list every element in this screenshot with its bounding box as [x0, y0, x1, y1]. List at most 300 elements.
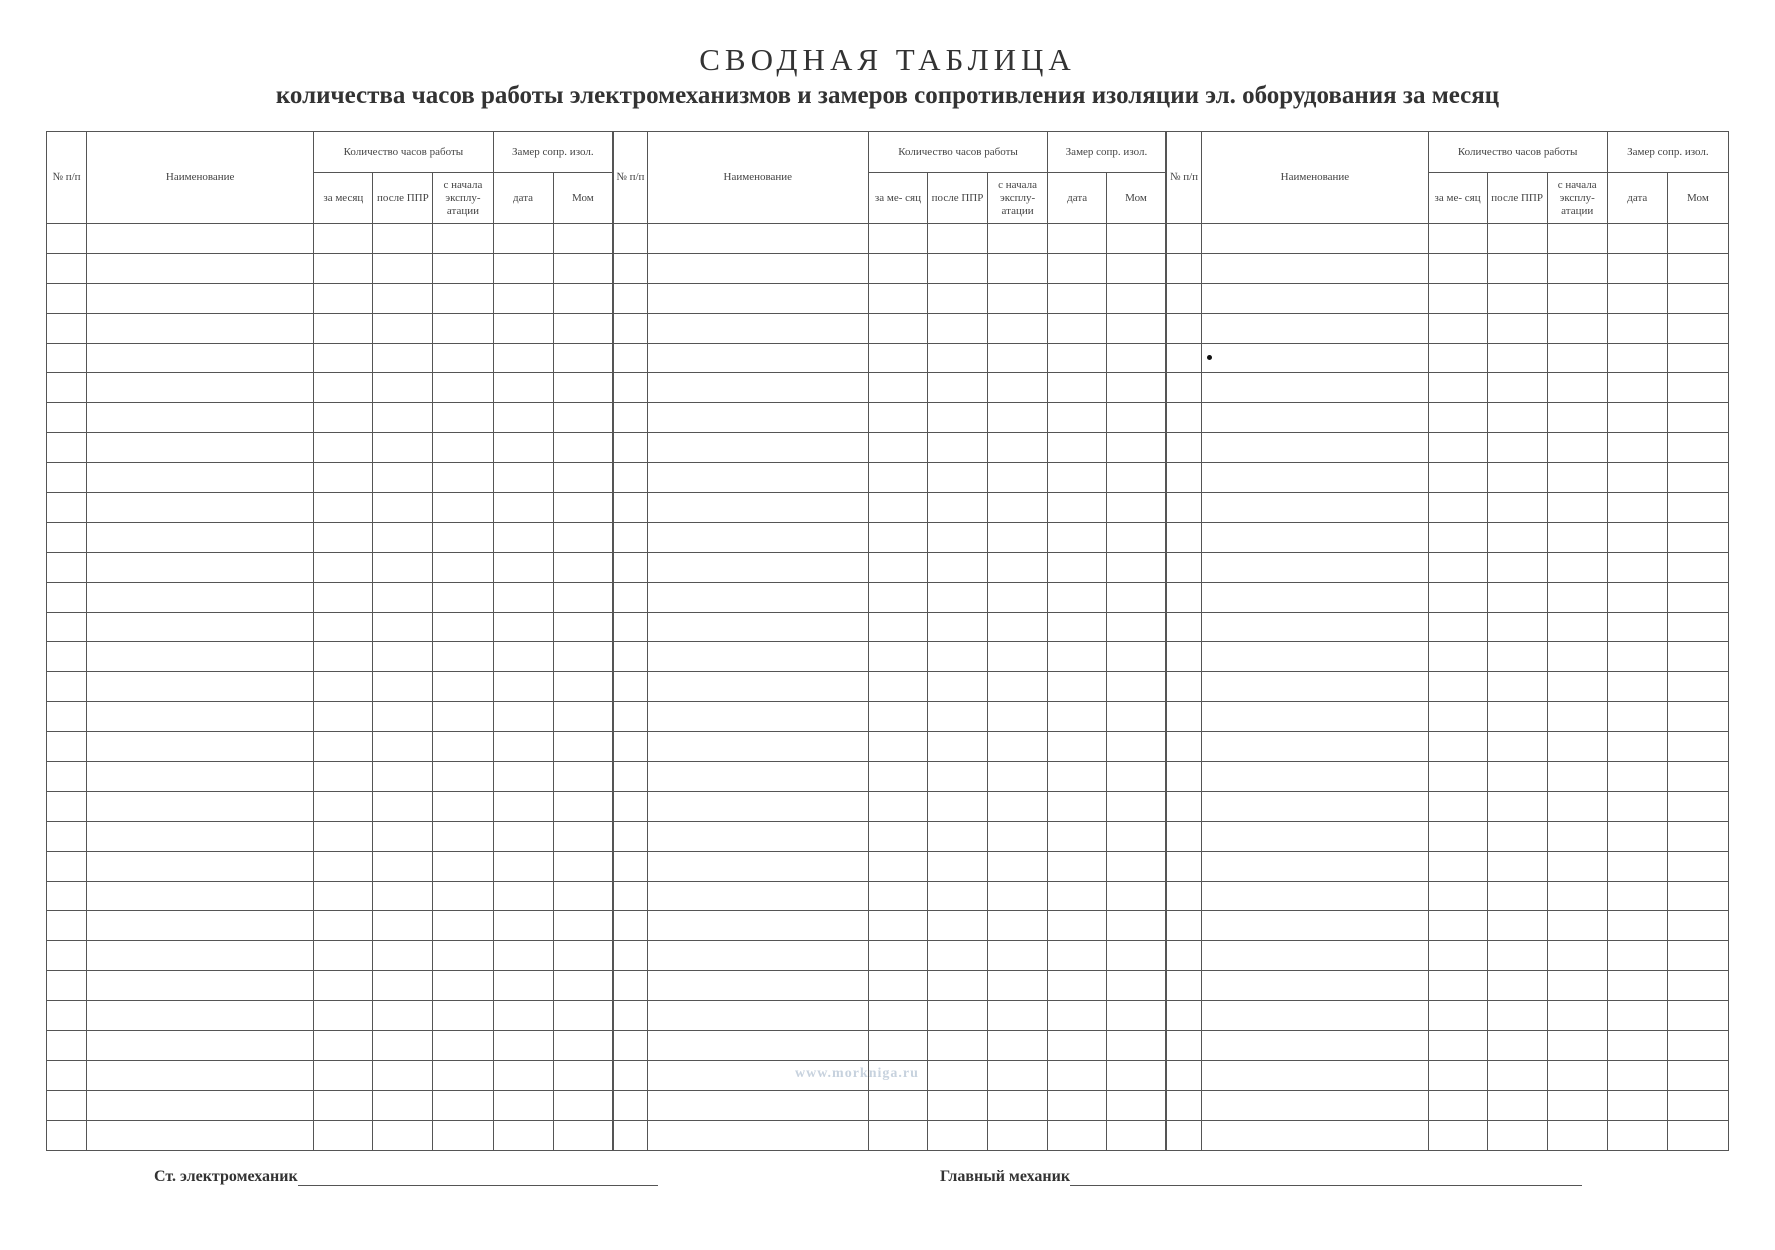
table-cell[interactable]: [647, 283, 868, 313]
table-cell[interactable]: [373, 403, 433, 433]
table-cell[interactable]: [868, 821, 927, 851]
table-cell[interactable]: [1428, 552, 1487, 582]
table-cell[interactable]: [1166, 672, 1202, 702]
table-cell[interactable]: [373, 433, 433, 463]
table-cell[interactable]: [927, 1120, 987, 1150]
table-cell[interactable]: [1107, 791, 1166, 821]
table-cell[interactable]: [87, 702, 314, 732]
table-cell[interactable]: [314, 1031, 373, 1061]
table-cell[interactable]: [493, 1031, 553, 1061]
table-cell[interactable]: [314, 283, 373, 313]
table-cell[interactable]: [1107, 493, 1166, 523]
table-cell[interactable]: [1547, 373, 1607, 403]
table-cell[interactable]: [1048, 1060, 1107, 1090]
table-cell[interactable]: [1428, 224, 1487, 254]
table-cell[interactable]: [1107, 403, 1166, 433]
table-cell[interactable]: [1107, 373, 1166, 403]
table-cell[interactable]: [47, 433, 87, 463]
table-cell[interactable]: [314, 403, 373, 433]
table-cell[interactable]: [1607, 493, 1667, 523]
table-cell[interactable]: [373, 373, 433, 403]
table-cell[interactable]: [1428, 851, 1487, 881]
table-cell[interactable]: [314, 881, 373, 911]
table-cell[interactable]: [87, 642, 314, 672]
table-cell[interactable]: [1607, 702, 1667, 732]
table-cell[interactable]: [1667, 283, 1728, 313]
table-cell[interactable]: [647, 851, 868, 881]
table-cell[interactable]: [1547, 642, 1607, 672]
table-cell[interactable]: [1428, 373, 1487, 403]
table-cell[interactable]: [87, 1090, 314, 1120]
table-cell[interactable]: [1487, 1031, 1547, 1061]
table-cell[interactable]: [87, 493, 314, 523]
table-cell[interactable]: [1547, 253, 1607, 283]
table-cell[interactable]: [47, 373, 87, 403]
table-cell[interactable]: [1607, 463, 1667, 493]
table-cell[interactable]: [1547, 403, 1607, 433]
table-cell[interactable]: [1166, 582, 1202, 612]
table-cell[interactable]: [927, 582, 987, 612]
table-cell[interactable]: [1487, 1060, 1547, 1090]
table-cell[interactable]: [1202, 283, 1428, 313]
table-cell[interactable]: [1487, 941, 1547, 971]
table-cell[interactable]: [493, 762, 553, 792]
table-cell[interactable]: [647, 732, 868, 762]
table-cell[interactable]: [1487, 1120, 1547, 1150]
table-cell[interactable]: [433, 1120, 493, 1150]
table-cell[interactable]: [433, 642, 493, 672]
table-cell[interactable]: [433, 522, 493, 552]
table-cell[interactable]: [613, 313, 647, 343]
table-cell[interactable]: [1048, 433, 1107, 463]
table-cell[interactable]: [1487, 582, 1547, 612]
table-cell[interactable]: [1107, 821, 1166, 851]
table-cell[interactable]: [988, 552, 1048, 582]
table-cell[interactable]: [927, 403, 987, 433]
table-cell[interactable]: [433, 821, 493, 851]
table-cell[interactable]: [553, 224, 613, 254]
table-cell[interactable]: [314, 791, 373, 821]
table-cell[interactable]: [553, 732, 613, 762]
table-cell[interactable]: [1166, 433, 1202, 463]
table-cell[interactable]: [314, 642, 373, 672]
table-cell[interactable]: [1547, 522, 1607, 552]
table-cell[interactable]: [1048, 762, 1107, 792]
table-cell[interactable]: [433, 493, 493, 523]
table-cell[interactable]: [647, 582, 868, 612]
table-cell[interactable]: [1607, 672, 1667, 702]
table-cell[interactable]: [1202, 493, 1428, 523]
table-cell[interactable]: [1048, 1090, 1107, 1120]
table-cell[interactable]: [433, 343, 493, 373]
table-cell[interactable]: [1667, 522, 1728, 552]
table-cell[interactable]: [988, 433, 1048, 463]
table-cell[interactable]: [1166, 642, 1202, 672]
table-cell[interactable]: [613, 343, 647, 373]
table-cell[interactable]: [647, 373, 868, 403]
table-cell[interactable]: [493, 433, 553, 463]
table-cell[interactable]: [314, 672, 373, 702]
table-cell[interactable]: [1202, 762, 1428, 792]
table-cell[interactable]: [988, 313, 1048, 343]
table-cell[interactable]: [433, 881, 493, 911]
table-cell[interactable]: [493, 493, 553, 523]
table-cell[interactable]: [613, 224, 647, 254]
table-cell[interactable]: [1667, 971, 1728, 1001]
table-cell[interactable]: [373, 791, 433, 821]
table-cell[interactable]: [1107, 522, 1166, 552]
table-cell[interactable]: [1107, 313, 1166, 343]
table-cell[interactable]: [927, 612, 987, 642]
table-cell[interactable]: [647, 672, 868, 702]
table-cell[interactable]: [553, 1060, 613, 1090]
table-cell[interactable]: [1428, 522, 1487, 552]
table-cell[interactable]: [647, 1090, 868, 1120]
table-cell[interactable]: [47, 1120, 87, 1150]
table-cell[interactable]: [47, 1031, 87, 1061]
table-cell[interactable]: [1487, 672, 1547, 702]
table-cell[interactable]: [493, 642, 553, 672]
table-cell[interactable]: [314, 941, 373, 971]
table-cell[interactable]: [1607, 1090, 1667, 1120]
table-cell[interactable]: [1487, 522, 1547, 552]
table-cell[interactable]: [1202, 672, 1428, 702]
table-cell[interactable]: [1202, 253, 1428, 283]
table-cell[interactable]: [1166, 762, 1202, 792]
table-cell[interactable]: [868, 732, 927, 762]
table-cell[interactable]: [1202, 343, 1428, 373]
table-cell[interactable]: [1048, 672, 1107, 702]
table-cell[interactable]: [647, 702, 868, 732]
table-cell[interactable]: [647, 612, 868, 642]
table-cell[interactable]: [1607, 1060, 1667, 1090]
table-cell[interactable]: [647, 762, 868, 792]
table-cell[interactable]: [87, 1001, 314, 1031]
table-cell[interactable]: [1166, 522, 1202, 552]
table-cell[interactable]: [647, 224, 868, 254]
table-cell[interactable]: [1202, 702, 1428, 732]
table-cell[interactable]: [314, 1060, 373, 1090]
table-cell[interactable]: [1607, 881, 1667, 911]
table-cell[interactable]: [988, 373, 1048, 403]
table-cell[interactable]: [1547, 762, 1607, 792]
table-cell[interactable]: [314, 463, 373, 493]
table-cell[interactable]: [433, 373, 493, 403]
table-cell[interactable]: [373, 582, 433, 612]
table-cell[interactable]: [1667, 552, 1728, 582]
table-cell[interactable]: [1107, 732, 1166, 762]
table-cell[interactable]: [868, 971, 927, 1001]
table-cell[interactable]: [47, 762, 87, 792]
table-cell[interactable]: [1202, 403, 1428, 433]
table-cell[interactable]: [553, 343, 613, 373]
table-cell[interactable]: [47, 343, 87, 373]
table-cell[interactable]: [868, 702, 927, 732]
table-cell[interactable]: [647, 552, 868, 582]
table-cell[interactable]: [613, 283, 647, 313]
table-cell[interactable]: [47, 672, 87, 702]
table-cell[interactable]: [1487, 702, 1547, 732]
table-cell[interactable]: [493, 971, 553, 1001]
table-cell[interactable]: [927, 791, 987, 821]
table-cell[interactable]: [613, 941, 647, 971]
table-cell[interactable]: [988, 1001, 1048, 1031]
table-cell[interactable]: [433, 1060, 493, 1090]
table-cell[interactable]: [433, 702, 493, 732]
table-cell[interactable]: [553, 941, 613, 971]
table-cell[interactable]: [1202, 1001, 1428, 1031]
table-cell[interactable]: [1667, 253, 1728, 283]
table-cell[interactable]: [47, 1090, 87, 1120]
table-cell[interactable]: [613, 971, 647, 1001]
table-cell[interactable]: [1166, 463, 1202, 493]
table-cell[interactable]: [87, 672, 314, 702]
table-cell[interactable]: [927, 1001, 987, 1031]
table-cell[interactable]: [1607, 522, 1667, 552]
table-cell[interactable]: [1547, 433, 1607, 463]
table-cell[interactable]: [553, 911, 613, 941]
table-cell[interactable]: [87, 762, 314, 792]
table-cell[interactable]: [1048, 702, 1107, 732]
table-cell[interactable]: [553, 672, 613, 702]
table-cell[interactable]: [1487, 881, 1547, 911]
table-cell[interactable]: [47, 403, 87, 433]
table-cell[interactable]: [373, 1090, 433, 1120]
table-cell[interactable]: [1202, 313, 1428, 343]
table-cell[interactable]: [1547, 1090, 1607, 1120]
table-cell[interactable]: [433, 732, 493, 762]
table-cell[interactable]: [47, 1060, 87, 1090]
table-cell[interactable]: [647, 911, 868, 941]
table-cell[interactable]: [868, 1120, 927, 1150]
table-cell[interactable]: [87, 971, 314, 1001]
table-cell[interactable]: [1048, 881, 1107, 911]
table-cell[interactable]: [988, 821, 1048, 851]
table-cell[interactable]: [1487, 403, 1547, 433]
table-cell[interactable]: [1667, 732, 1728, 762]
table-cell[interactable]: [87, 941, 314, 971]
table-cell[interactable]: [1487, 851, 1547, 881]
table-cell[interactable]: [868, 791, 927, 821]
table-cell[interactable]: [373, 253, 433, 283]
table-cell[interactable]: [553, 821, 613, 851]
table-cell[interactable]: [1048, 612, 1107, 642]
table-cell[interactable]: [1202, 971, 1428, 1001]
table-cell[interactable]: [553, 851, 613, 881]
table-cell[interactable]: [1166, 373, 1202, 403]
table-cell[interactable]: [1048, 642, 1107, 672]
table-cell[interactable]: [1107, 224, 1166, 254]
table-cell[interactable]: [373, 224, 433, 254]
table-cell[interactable]: [1166, 732, 1202, 762]
table-cell[interactable]: [553, 463, 613, 493]
table-cell[interactable]: [1667, 582, 1728, 612]
table-cell[interactable]: [927, 642, 987, 672]
table-cell[interactable]: [613, 1090, 647, 1120]
table-cell[interactable]: [373, 851, 433, 881]
table-cell[interactable]: [1107, 552, 1166, 582]
table-cell[interactable]: [1547, 313, 1607, 343]
table-cell[interactable]: [373, 1031, 433, 1061]
table-cell[interactable]: [1487, 642, 1547, 672]
table-cell[interactable]: [647, 522, 868, 552]
table-cell[interactable]: [927, 762, 987, 792]
table-cell[interactable]: [1607, 403, 1667, 433]
table-cell[interactable]: [47, 1001, 87, 1031]
table-cell[interactable]: [1107, 253, 1166, 283]
table-cell[interactable]: [373, 522, 433, 552]
table-cell[interactable]: [1547, 971, 1607, 1001]
table-cell[interactable]: [1166, 851, 1202, 881]
table-cell[interactable]: [1166, 971, 1202, 1001]
table-cell[interactable]: [1667, 911, 1728, 941]
table-cell[interactable]: [1607, 732, 1667, 762]
table-cell[interactable]: [647, 433, 868, 463]
table-cell[interactable]: [314, 373, 373, 403]
table-cell[interactable]: [613, 582, 647, 612]
table-cell[interactable]: [1428, 253, 1487, 283]
table-cell[interactable]: [1048, 224, 1107, 254]
table-cell[interactable]: [1487, 791, 1547, 821]
table-cell[interactable]: [868, 522, 927, 552]
table-cell[interactable]: [493, 672, 553, 702]
table-cell[interactable]: [1166, 552, 1202, 582]
table-cell[interactable]: [373, 612, 433, 642]
table-cell[interactable]: [47, 463, 87, 493]
table-cell[interactable]: [553, 1031, 613, 1061]
table-cell[interactable]: [47, 253, 87, 283]
table-cell[interactable]: [373, 702, 433, 732]
table-cell[interactable]: [868, 1031, 927, 1061]
table-cell[interactable]: [373, 762, 433, 792]
table-cell[interactable]: [1202, 851, 1428, 881]
table-cell[interactable]: [1048, 253, 1107, 283]
table-cell[interactable]: [613, 1001, 647, 1031]
table-cell[interactable]: [1107, 971, 1166, 1001]
table-cell[interactable]: [47, 552, 87, 582]
table-cell[interactable]: [927, 283, 987, 313]
table-cell[interactable]: [1667, 612, 1728, 642]
table-cell[interactable]: [927, 881, 987, 911]
table-cell[interactable]: [613, 1031, 647, 1061]
table-cell[interactable]: [47, 582, 87, 612]
table-cell[interactable]: [1547, 732, 1607, 762]
table-cell[interactable]: [87, 552, 314, 582]
table-cell[interactable]: [553, 283, 613, 313]
table-cell[interactable]: [1107, 1001, 1166, 1031]
table-cell[interactable]: [868, 672, 927, 702]
table-cell[interactable]: [553, 552, 613, 582]
table-cell[interactable]: [1547, 1120, 1607, 1150]
table-cell[interactable]: [1607, 851, 1667, 881]
table-cell[interactable]: [868, 941, 927, 971]
table-cell[interactable]: [868, 283, 927, 313]
table-cell[interactable]: [373, 642, 433, 672]
table-cell[interactable]: [433, 1001, 493, 1031]
table-cell[interactable]: [868, 343, 927, 373]
table-cell[interactable]: [647, 493, 868, 523]
table-cell[interactable]: [493, 1090, 553, 1120]
table-cell[interactable]: [314, 821, 373, 851]
table-cell[interactable]: [493, 1001, 553, 1031]
table-cell[interactable]: [1547, 612, 1607, 642]
table-cell[interactable]: [1487, 1090, 1547, 1120]
table-cell[interactable]: [647, 1001, 868, 1031]
table-cell[interactable]: [493, 791, 553, 821]
table-cell[interactable]: [927, 971, 987, 1001]
table-cell[interactable]: [1607, 1120, 1667, 1150]
table-cell[interactable]: [553, 702, 613, 732]
table-cell[interactable]: [1107, 702, 1166, 732]
table-cell[interactable]: [47, 851, 87, 881]
table-cell[interactable]: [314, 971, 373, 1001]
table-cell[interactable]: [87, 582, 314, 612]
table-cell[interactable]: [433, 911, 493, 941]
table-cell[interactable]: [1202, 881, 1428, 911]
table-cell[interactable]: [433, 313, 493, 343]
table-cell[interactable]: [1428, 1060, 1487, 1090]
table-cell[interactable]: [1048, 1001, 1107, 1031]
table-cell[interactable]: [868, 612, 927, 642]
table-cell[interactable]: [1428, 702, 1487, 732]
table-cell[interactable]: [493, 313, 553, 343]
table-cell[interactable]: [613, 1120, 647, 1150]
table-cell[interactable]: [373, 1001, 433, 1031]
table-cell[interactable]: [373, 971, 433, 1001]
table-cell[interactable]: [47, 732, 87, 762]
table-cell[interactable]: [613, 1060, 647, 1090]
table-cell[interactable]: [1487, 373, 1547, 403]
table-cell[interactable]: [1202, 1031, 1428, 1061]
table-cell[interactable]: [553, 762, 613, 792]
table-cell[interactable]: [1428, 732, 1487, 762]
table-cell[interactable]: [493, 1120, 553, 1150]
table-cell[interactable]: [927, 522, 987, 552]
table-cell[interactable]: [1202, 612, 1428, 642]
table-cell[interactable]: [1202, 552, 1428, 582]
table-cell[interactable]: [1667, 433, 1728, 463]
table-cell[interactable]: [1048, 313, 1107, 343]
table-cell[interactable]: [647, 1031, 868, 1061]
table-cell[interactable]: [87, 313, 314, 343]
table-cell[interactable]: [1048, 493, 1107, 523]
table-cell[interactable]: [1202, 373, 1428, 403]
table-cell[interactable]: [314, 911, 373, 941]
table-cell[interactable]: [988, 791, 1048, 821]
table-cell[interactable]: [1202, 941, 1428, 971]
table-cell[interactable]: [988, 702, 1048, 732]
table-cell[interactable]: [553, 522, 613, 552]
table-cell[interactable]: [433, 582, 493, 612]
table-cell[interactable]: [1607, 253, 1667, 283]
table-cell[interactable]: [988, 224, 1048, 254]
table-cell[interactable]: [1048, 1031, 1107, 1061]
table-cell[interactable]: [87, 253, 314, 283]
table-cell[interactable]: [373, 552, 433, 582]
table-cell[interactable]: [1487, 762, 1547, 792]
table-cell[interactable]: [87, 1120, 314, 1150]
table-cell[interactable]: [1202, 433, 1428, 463]
table-cell[interactable]: [47, 313, 87, 343]
table-cell[interactable]: [1547, 224, 1607, 254]
signature-line[interactable]: [1070, 1171, 1582, 1186]
table-cell[interactable]: [647, 1120, 868, 1150]
table-cell[interactable]: [1487, 821, 1547, 851]
table-cell[interactable]: [868, 582, 927, 612]
table-cell[interactable]: [1202, 1090, 1428, 1120]
table-cell[interactable]: [1107, 433, 1166, 463]
table-cell[interactable]: [1667, 1090, 1728, 1120]
